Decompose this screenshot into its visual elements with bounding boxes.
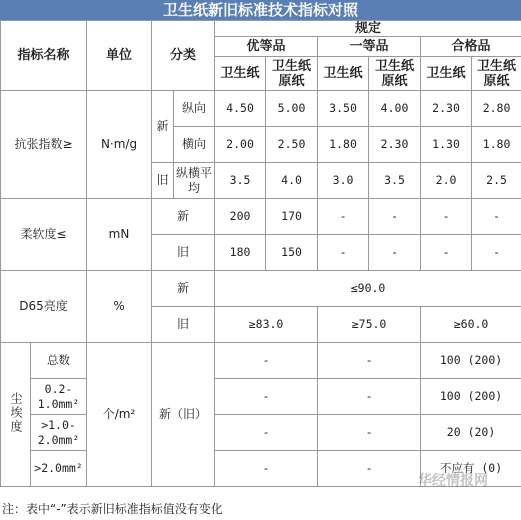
- tensile-cell: 4.00: [369, 91, 421, 127]
- softness-cell: -: [421, 199, 472, 235]
- brightness-old-value: ≥83.0: [215, 307, 318, 343]
- tensile-cell: 3.50: [318, 91, 369, 127]
- tensile-cell: 3.5: [369, 163, 421, 199]
- dust-cell: -: [318, 379, 421, 415]
- softness-cell: 170: [266, 199, 318, 235]
- tensile-dir: 横向: [174, 127, 215, 163]
- dust-cell: -: [215, 451, 318, 487]
- softness-cell: -: [472, 235, 521, 271]
- dust-cell: 100 (200): [421, 343, 521, 379]
- brightness-name: D65亮度: [1, 271, 87, 343]
- brightness-old-value: ≥60.0: [421, 307, 521, 343]
- softness-cell: 150: [266, 235, 318, 271]
- brightness-cat: 旧: [152, 307, 215, 343]
- tensile-cell: 3.5: [215, 163, 266, 199]
- softness-cat: 新: [152, 199, 215, 235]
- dust-size: 总数: [31, 343, 87, 379]
- dust-cell: 20 (20): [421, 415, 521, 451]
- tensile-new-label: 新: [152, 91, 174, 163]
- tensile-cell: 2.0: [421, 163, 472, 199]
- tensile-cell: 2.30: [369, 127, 421, 163]
- softness-unit: mN: [87, 199, 152, 271]
- sub-base-paper: 卫生纸原纸: [266, 57, 318, 91]
- dust-cell: -: [215, 379, 318, 415]
- tensile-cell: 2.5: [472, 163, 521, 199]
- tensile-name: 抗张指数≥: [1, 91, 87, 199]
- tensile-cell: 2.00: [215, 127, 266, 163]
- dust-unit: 个/m²: [87, 343, 152, 487]
- tensile-dir: 纵横平均: [174, 163, 215, 199]
- dust-cell: -: [215, 343, 318, 379]
- dust-size: 0.2-1.0mm²: [31, 379, 87, 415]
- sub-base-paper: 卫生纸原纸: [369, 57, 421, 91]
- softness-cell: -: [318, 235, 369, 271]
- dust-size: >2.0mm²: [31, 451, 87, 487]
- softness-cell: -: [369, 199, 421, 235]
- softness-cell: -: [472, 199, 521, 235]
- tensile-cell: 3.0: [318, 163, 369, 199]
- header-regulation: 规定: [215, 21, 521, 37]
- tensile-cell: 1.80: [472, 127, 521, 163]
- tensile-cell: 1.30: [421, 127, 472, 163]
- dust-size: >1.0-2.0mm²: [31, 415, 87, 451]
- brightness-unit: %: [87, 271, 152, 343]
- dust-cell: 100 (200): [421, 379, 521, 415]
- header-category: 分类: [152, 21, 215, 91]
- spec-table: [0, 20, 521, 487]
- softness-cell: -: [421, 235, 472, 271]
- tensile-unit: N·m/g: [87, 91, 152, 199]
- sub-toilet-paper: 卫生纸: [215, 57, 266, 91]
- dust-cell: -: [215, 415, 318, 451]
- brightness-new-value: ≤90.0: [215, 271, 521, 307]
- grade-qualified: 合格品: [421, 37, 521, 57]
- tensile-cell: 1.80: [318, 127, 369, 163]
- dust-name: 尘埃度: [1, 343, 31, 487]
- grade-first: 一等品: [318, 37, 421, 57]
- table-title: 卫生纸新旧标准技术指标对照: [0, 0, 521, 20]
- tensile-cell: 4.0: [266, 163, 318, 199]
- tensile-cell: 2.80: [472, 91, 521, 127]
- tensile-cell: 2.30: [421, 91, 472, 127]
- sub-base-paper: 卫生纸原纸: [472, 57, 521, 91]
- dust-cell: 不应有 (0): [421, 451, 521, 487]
- watermark-logo: 华经情报网: [418, 473, 488, 489]
- softness-cat: 旧: [152, 235, 215, 271]
- tensile-cell: 2.50: [266, 127, 318, 163]
- brightness-cat: 新: [152, 271, 215, 307]
- sub-toilet-paper: 卫生纸: [318, 57, 369, 91]
- softness-cell: -: [369, 235, 421, 271]
- softness-cell: -: [318, 199, 369, 235]
- softness-name: 柔软度≤: [1, 199, 87, 271]
- softness-cell: 180: [215, 235, 266, 271]
- softness-cell: 200: [215, 199, 266, 235]
- grade-premium: 优等品: [215, 37, 318, 57]
- brightness-old-value: ≥75.0: [318, 307, 421, 343]
- tensile-dir: 纵向: [174, 91, 215, 127]
- sub-toilet-paper: 卫生纸: [421, 57, 472, 91]
- table-footnote: 注：表中“-”表示新旧标准指标值没有变化: [2, 502, 223, 516]
- tensile-old-label: 旧: [152, 163, 174, 199]
- tensile-cell: 4.50: [215, 91, 266, 127]
- header-unit: 单位: [87, 21, 152, 91]
- dust-cat: 新（旧）: [152, 343, 215, 487]
- dust-cell: -: [318, 415, 421, 451]
- dust-cell: -: [318, 451, 421, 487]
- header-indicator: 指标名称: [1, 21, 87, 91]
- tensile-cell: 5.00: [266, 91, 318, 127]
- dust-cell: -: [318, 343, 421, 379]
